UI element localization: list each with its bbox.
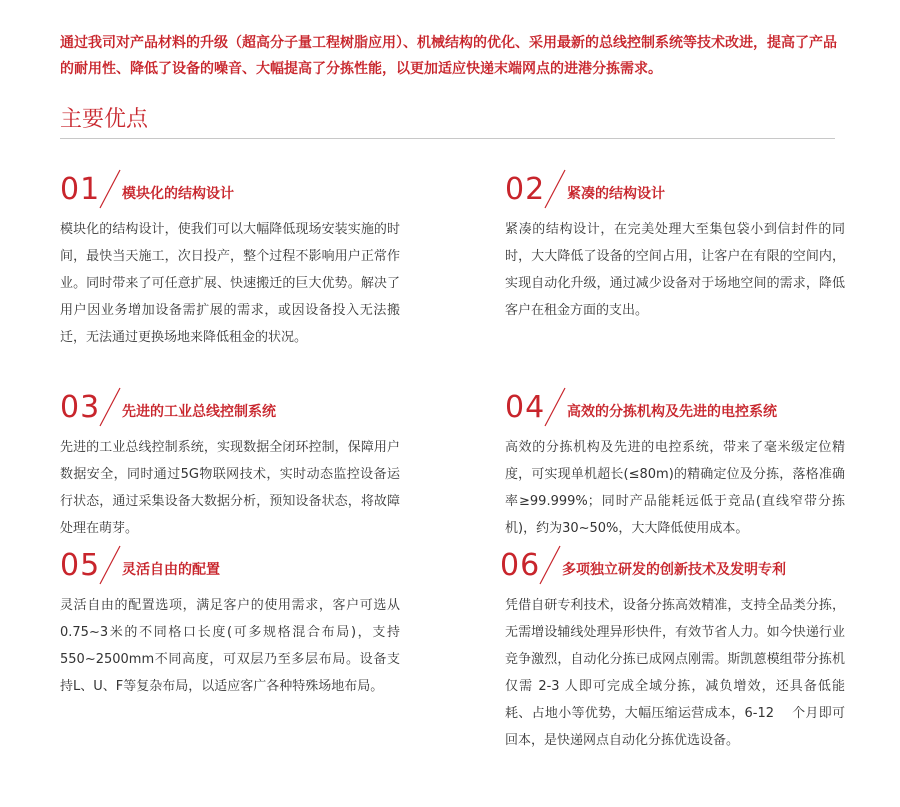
slash-divider-icon bbox=[98, 386, 122, 428]
slash-divider-icon bbox=[98, 544, 122, 586]
slash-divider-icon bbox=[98, 168, 122, 210]
feature-heading bbox=[500, 548, 845, 592]
section-divider bbox=[60, 138, 835, 139]
feature-5 bbox=[60, 548, 400, 700]
feature-heading bbox=[505, 390, 845, 434]
feature-title: 模块化的结构设计 bbox=[122, 186, 234, 202]
slash-divider-icon bbox=[543, 168, 567, 210]
slash-divider-icon bbox=[538, 544, 562, 586]
feature-number: 03 bbox=[60, 390, 101, 425]
feature-title: 高效的分拣机构及先进的电控系统 bbox=[567, 404, 777, 420]
feature-body: 先进的工业总线控制系统，实现数据全闭环控制，保障用户数据安全，同时通过5G物联网技术，实时动态监控设备运行状态，通过采集设备大数据分析，预知设备状态，将故障处理在萌芽。 bbox=[60, 440, 400, 536]
feature-number: 05 bbox=[60, 548, 101, 583]
feature-title: 先进的工业总线控制系统 bbox=[122, 404, 276, 420]
feature-title: 紧凑的结构设计 bbox=[567, 186, 665, 202]
feature-heading bbox=[60, 172, 400, 216]
feature-4 bbox=[505, 390, 845, 542]
feature-3 bbox=[60, 390, 400, 542]
feature-body: 灵活自由的配置选项，满足客户的使用需求，客户可选从0.75~3米的不同格口长度(可多规格混合布局)，支持550~2500mm不同高度，可双层乃至多层布局。设备支持L、U、F等复杂布局，以适应客广各种特殊场地布局。 bbox=[60, 598, 400, 694]
intro-paragraph: 通过我司对产品材料的升级（超高分子量工程树脂应用）、机械结构的优化、采用最新的总线控制系统等技术改进，提高了产品的耐用性、降低了设备的噪音、大幅提高了分拣性能，以更加适应快递末端网点的进港分拣需求。 bbox=[60, 35, 837, 77]
feature-1 bbox=[60, 172, 400, 351]
feature-title: 灵活自由的配置 bbox=[122, 562, 220, 578]
feature-body: 模块化的结构设计，使我们可以大幅降低现场安装实施的时间，最快当天施工，次日投产，整个过程不影响用户正常作业。同时带来了可任意扩展、快速搬迁的巨大优势。解决了用户因业务增加设备需扩展的需求，或因设备投入无法搬迁，无法通过更换场地来降低租金的状况。 bbox=[60, 222, 400, 345]
slash-divider-icon bbox=[543, 386, 567, 428]
feature-number: 01 bbox=[60, 172, 101, 207]
feature-number: 02 bbox=[505, 172, 546, 207]
feature-title: 多项独立研发的创新技术及发明专利 bbox=[562, 562, 786, 578]
feature-heading bbox=[60, 548, 400, 592]
feature-number: 04 bbox=[505, 390, 546, 425]
feature-2 bbox=[505, 172, 845, 324]
feature-body: 紧凑的结构设计，在完美处理大至集包袋小到信封件的同时，大大降低了设备的空间占用，让客户在有限的空间内，实现自动化升级，通过减少设备对于场地空间的需求，降低客户在租金方面的支出。 bbox=[505, 222, 845, 318]
feature-heading bbox=[505, 172, 845, 216]
feature-number: 06 bbox=[500, 548, 541, 583]
feature-6 bbox=[500, 548, 845, 754]
feature-body: 凭借自研专利技术，设备分拣高效精准，支持全品类分拣，无需增设辅线处理异形快件，有效节省人力。如今快递行业竞争激烈，自动化分拣已成网点刚需。斯凯蒽模组带分拣机仅需 2-3 人即可完成全域分拣，减负增效，还具备低能耗、占地小等优势，大幅压缩运营成本，6-12 个月即可回本，是快递网点自动化分拣优选设备。 bbox=[505, 598, 845, 748]
feature-heading bbox=[60, 390, 400, 434]
feature-body: 高效的分拣机构及先进的电控系统，带来了毫米级定位精度，可实现单机超长(≤80m)的精确定位及分拣，落格准确率≥99.999%；同时产品能耗远低于竞品(直线窄带分拣机)，约为30~50%，大大降低使用成本。 bbox=[505, 440, 845, 536]
section-title: 主要优点 bbox=[60, 107, 149, 132]
